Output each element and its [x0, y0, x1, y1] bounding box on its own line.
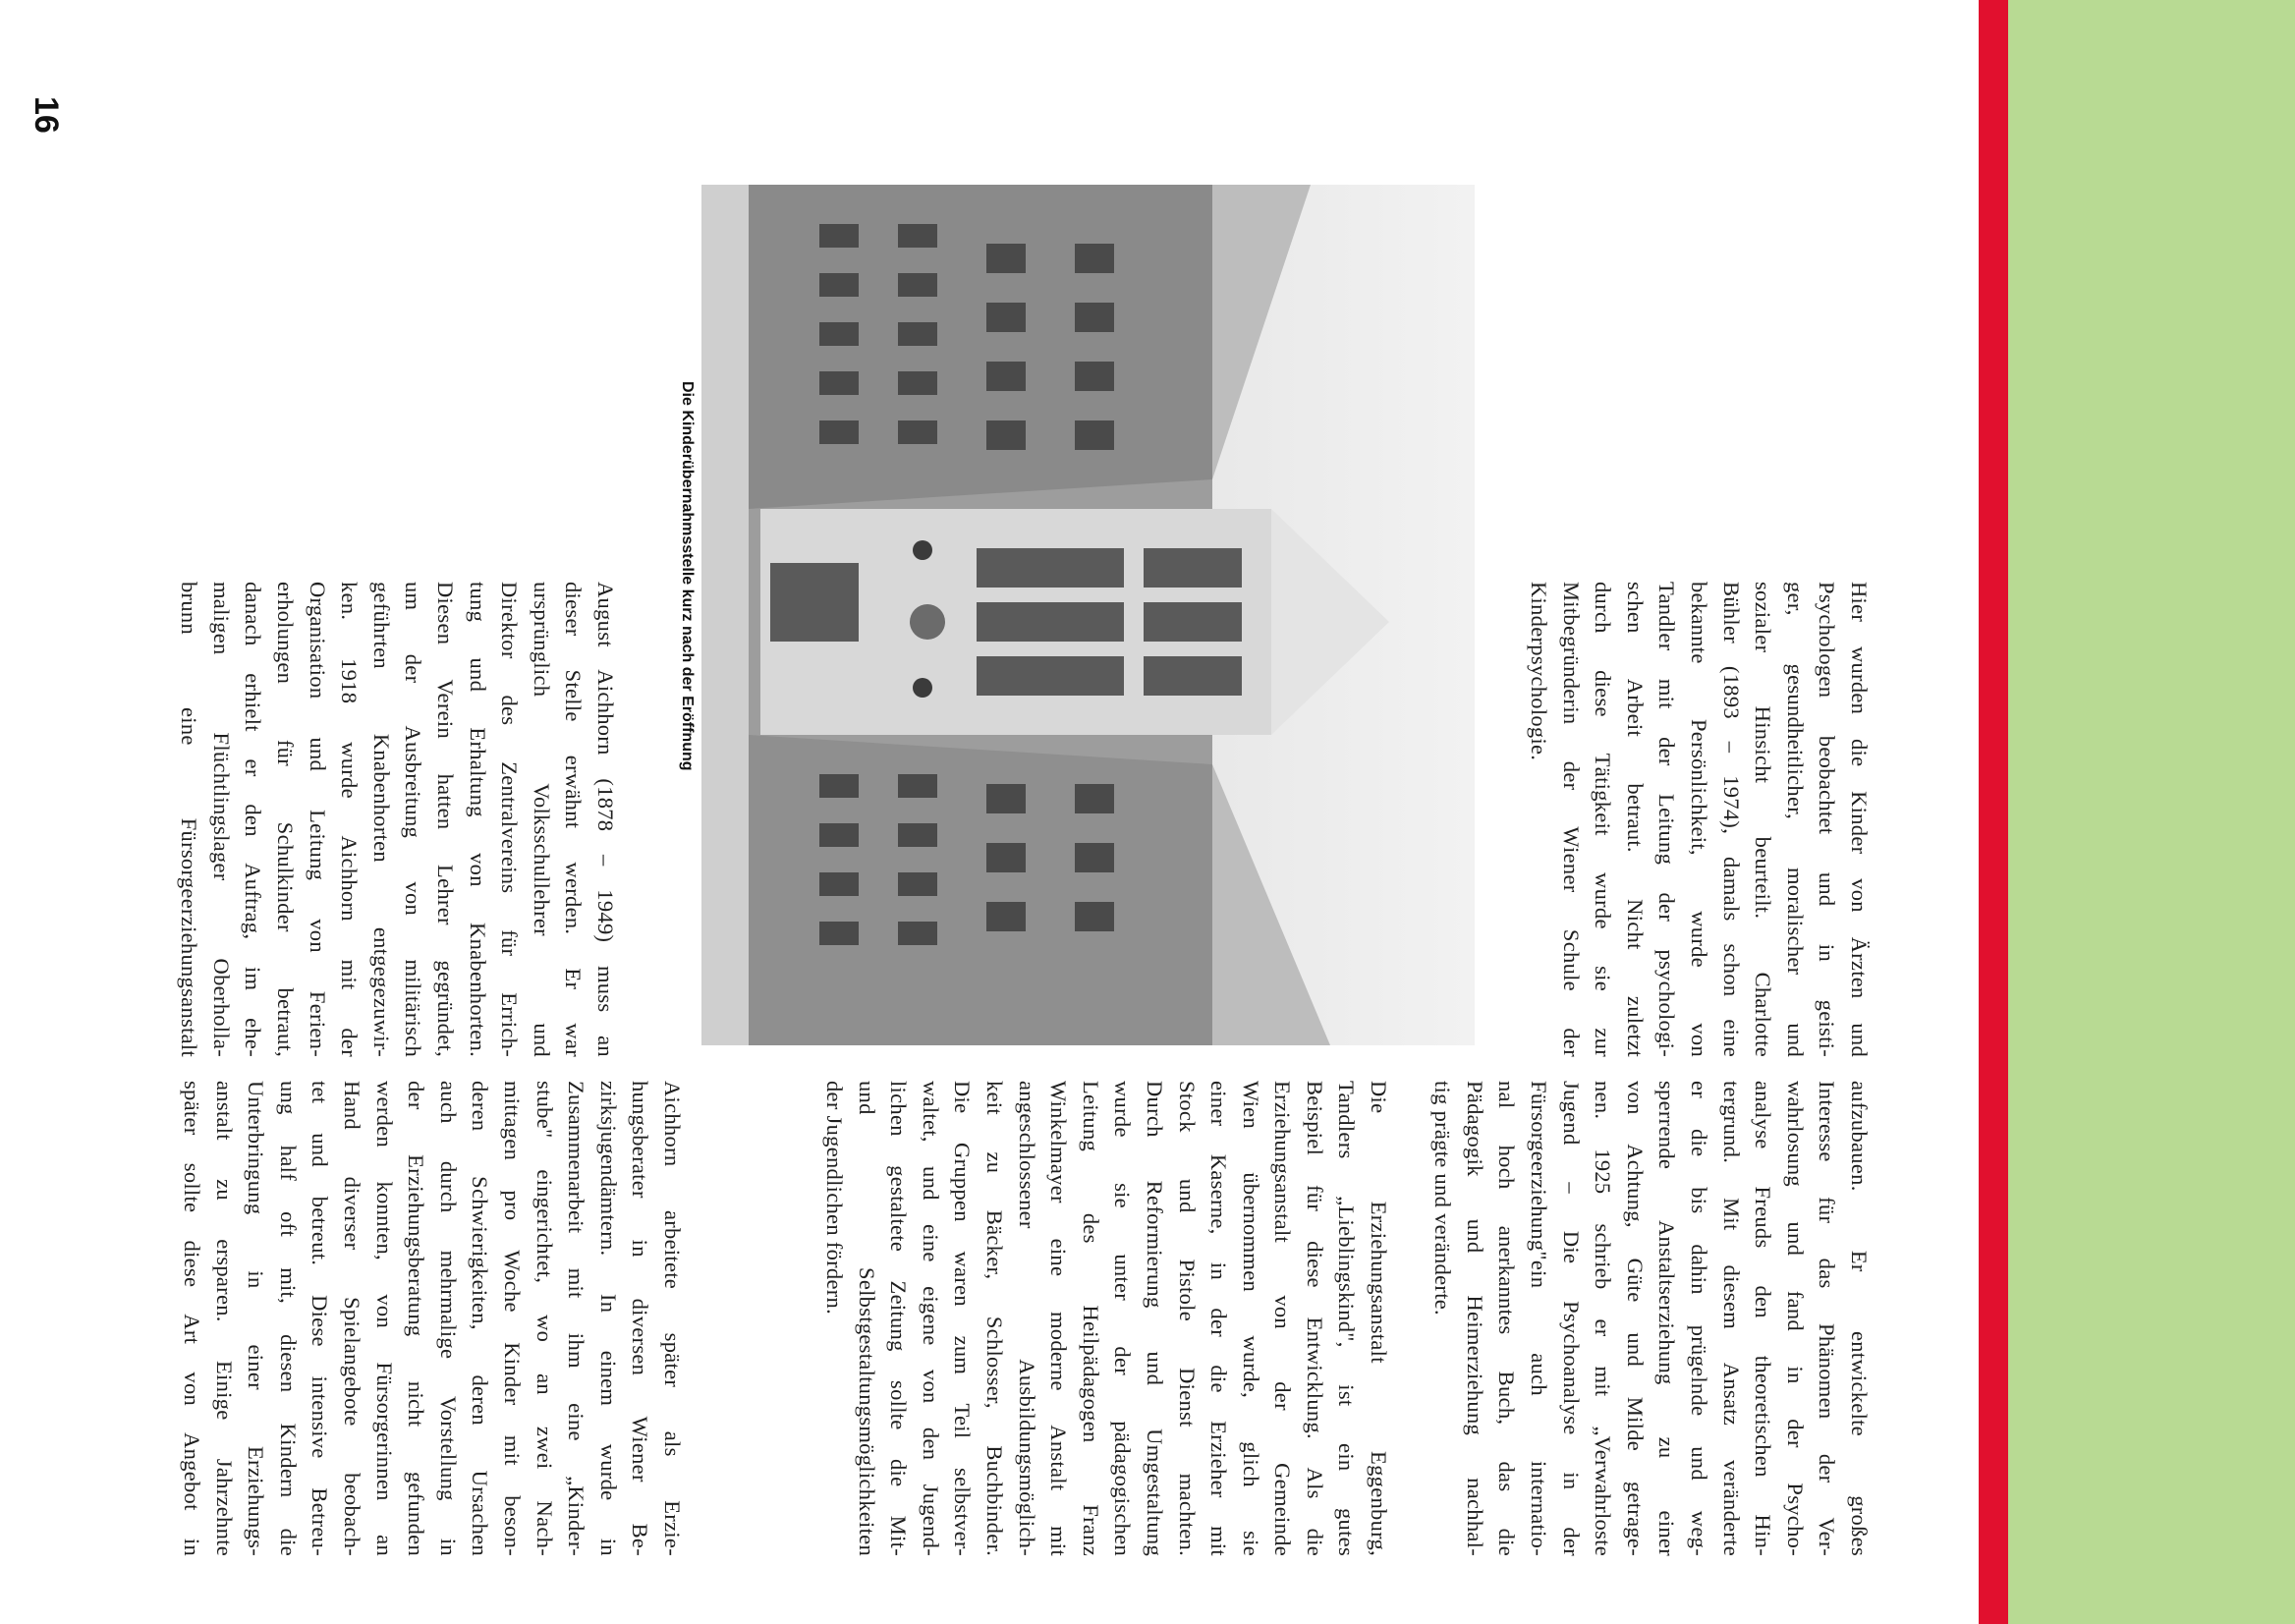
text-line: Mitbegründerin der Wiener Schule der — [1558, 582, 1584, 1057]
text-line: durch diese Tätigkeit wurde sie zur — [1591, 582, 1616, 1057]
page-number: 16 — [28, 96, 65, 134]
text-line: Erziehungsanstalt von der Gemeinde — [1270, 1081, 1296, 1556]
text-line: Hier wurden die Kinder von Ärzten und — [1847, 582, 1872, 1057]
text-line: wurde sie unter der pädagogischen — [1110, 1081, 1136, 1556]
text-line: tergrund. Mit diesem Ansatz veränderte — [1718, 1081, 1744, 1556]
text-line: Tandlers „Lieblingskind", ist ein gutes — [1334, 1081, 1360, 1556]
text-line: der Erziehungsberatung nicht gefunden — [404, 1081, 429, 1556]
building-photo — [701, 185, 1475, 1045]
text-line: bekannte Persönlichkeit, wurde von — [1687, 582, 1712, 1057]
text-line: auch durch mehrmalige Vorstellung in — [435, 1081, 461, 1556]
text-line: ursprünglich Volksschullehrer und — [529, 582, 554, 1057]
text-line: Organisation und Leitung von Ferien- — [305, 582, 330, 1057]
text-line: Bühler (1893 – 1974), damals schon eine — [1718, 582, 1744, 1057]
text-line: Winkelmayer eine moderne Anstalt mit — [1046, 1081, 1072, 1556]
paragraph-gap — [1394, 1081, 1427, 1556]
text-line: Wien übernommen wurde, glich sie — [1238, 1081, 1263, 1556]
text-line: maligen Flüchtlingslager Oberholla- — [208, 582, 234, 1057]
text-line: Kinderpsychologie. — [1527, 582, 1552, 761]
text-line: Diesen Verein hatten Lehrer gegründet, — [433, 582, 459, 1057]
text-line: Fürsorgeerziehung"ein auch internatio- — [1527, 1081, 1552, 1556]
text-line: Hand diverser Spielangebote beobach- — [340, 1081, 365, 1556]
text-line: Aichhorn arbeitete später als Erzie- — [660, 1081, 685, 1556]
text-line: sozialer Hinsicht beurteilt. Charlotte — [1751, 582, 1776, 1057]
text-line: der Jugendlichen fördern. — [822, 1081, 847, 1316]
text-line: wahrlosung und fand in der Psycho- — [1782, 1081, 1808, 1556]
text-line: um der Ausbreitung von militärisch — [401, 582, 426, 1057]
text-line: später sollte diese Art von Angebot in — [180, 1081, 205, 1556]
text-column-4 — [176, 1081, 689, 1556]
text-line: Pädagogik und Heimerziehung nachhal- — [1462, 1081, 1487, 1556]
text-column-3 — [817, 1081, 1875, 1556]
text-line: Die Gruppen waren zum Teil selbstver- — [950, 1081, 976, 1556]
text-line: hungsberater in diversen Wiener Be- — [628, 1081, 653, 1556]
text-line: erholungen für Schulkinder betraut, — [273, 582, 299, 1057]
text-line: Leitung des Heilpädagogen Franz — [1078, 1081, 1103, 1556]
text-line: angeschlossener Ausbildungsmöglich- — [1014, 1081, 1039, 1556]
text-line: ger, gesundheitlicher, moralischer und — [1782, 582, 1808, 1057]
text-line: tet und betreut. Diese intensive Betreu- — [308, 1081, 333, 1556]
text-line: waltet, und eine eigene von den Jugend- — [918, 1081, 943, 1556]
text-line: keit zu Bäcker, Schlosser, Buchbinder. — [981, 1081, 1007, 1556]
text-line: Jugend – Die Psychoanalyse in der — [1558, 1081, 1584, 1556]
text-line: Die Erziehungsanstalt Eggenburg, — [1367, 1081, 1392, 1556]
text-line: analyse Freuds den theoretischen Hin- — [1751, 1081, 1776, 1556]
building-photo-drawing — [701, 185, 1475, 1045]
text-line: dieser Stelle erwähnt werden. Er war — [561, 582, 587, 1057]
text-line: Tandler mit der Leitung der psychologi- — [1654, 582, 1680, 1057]
text-line: Zusammenarbeit mit ihm eine „Kinder- — [564, 1081, 589, 1556]
text-line: Interesse für das Phänomen der Ver- — [1815, 1081, 1840, 1556]
text-line: schen Arbeit betraut. Nicht zuletzt — [1622, 582, 1648, 1057]
text-line: zirksjugendämtern. In einem wurde in — [595, 1081, 621, 1556]
text-line: Stock und Pistole Dienst machten. — [1174, 1081, 1200, 1556]
text-column-2 — [173, 582, 621, 1057]
text-column-1 — [1522, 582, 1875, 1057]
text-line: tung und Erhaltung von Knabenhorten. — [465, 582, 490, 1057]
text-line: stube" eingerichtet, wo an zwei Nach- — [532, 1081, 557, 1556]
text-line: werden konnten, von Fürsorgerinnen an — [371, 1081, 397, 1556]
text-line: Beispiel für diese Entwicklung. Als die — [1302, 1081, 1327, 1556]
text-line: tig prägte und veränderte. — [1430, 1081, 1456, 1316]
text-line: deren Schwierigkeiten, deren Ursachen — [468, 1081, 493, 1556]
text-line: Direktor des Zentralvereins für Errich- — [497, 582, 523, 1057]
text-line: sperrende Anstaltserziehung zu einer — [1654, 1081, 1680, 1556]
text-line: mittagen pro Woche Kinder mit beson- — [500, 1081, 526, 1556]
text-line: er die bis dahin prügelnde und weg- — [1687, 1081, 1712, 1556]
text-line: Psychologen beobachtet und in geisti- — [1815, 582, 1840, 1057]
text-line: ung half oft mit, diesen Kindern die — [275, 1081, 301, 1556]
text-line: August Aichhorn (1878 – 1949) muss an — [593, 582, 618, 1057]
text-line: von Achtung, Güte und Milde getrage- — [1622, 1081, 1648, 1556]
text-line: lichen gestaltete Zeitung sollte die Mit- — [886, 1081, 912, 1556]
text-line: danach erhielt er den Auftrag, im ehe- — [241, 582, 266, 1057]
text-line: Unterbringung in einer Erziehungs- — [244, 1081, 269, 1556]
text-line: Durch Reformierung und Umgestaltung — [1142, 1081, 1167, 1556]
photo-caption: Die Kinderübernahmsstelle kurz nach der Eröffnung — [679, 381, 696, 771]
text-line: nal hoch anerkanntes Buch, das die — [1494, 1081, 1520, 1556]
red-edge-band — [1979, 0, 2008, 1624]
text-line: einer Kaserne, in der die Erzieher mit — [1206, 1081, 1232, 1556]
text-line: und Selbstgestaltungsmöglichkeiten — [854, 1081, 879, 1556]
text-line: ken. 1918 wurde Aichhorn mit der — [337, 582, 363, 1057]
text-line: nen. 1925 schrieb er mit „Verwahrloste — [1591, 1081, 1616, 1556]
text-line: geführten Knabenhorten entgegezuwir- — [368, 582, 394, 1057]
text-line: anstalt zu ersparen. Einige Jahrzehnte — [211, 1081, 237, 1556]
text-line: aufzubauen. Er entwickelte großes — [1847, 1081, 1872, 1556]
text-line: brunn eine Fürsorgeerziehungsanstalt — [177, 582, 202, 1057]
green-edge-band — [2008, 0, 2295, 1624]
